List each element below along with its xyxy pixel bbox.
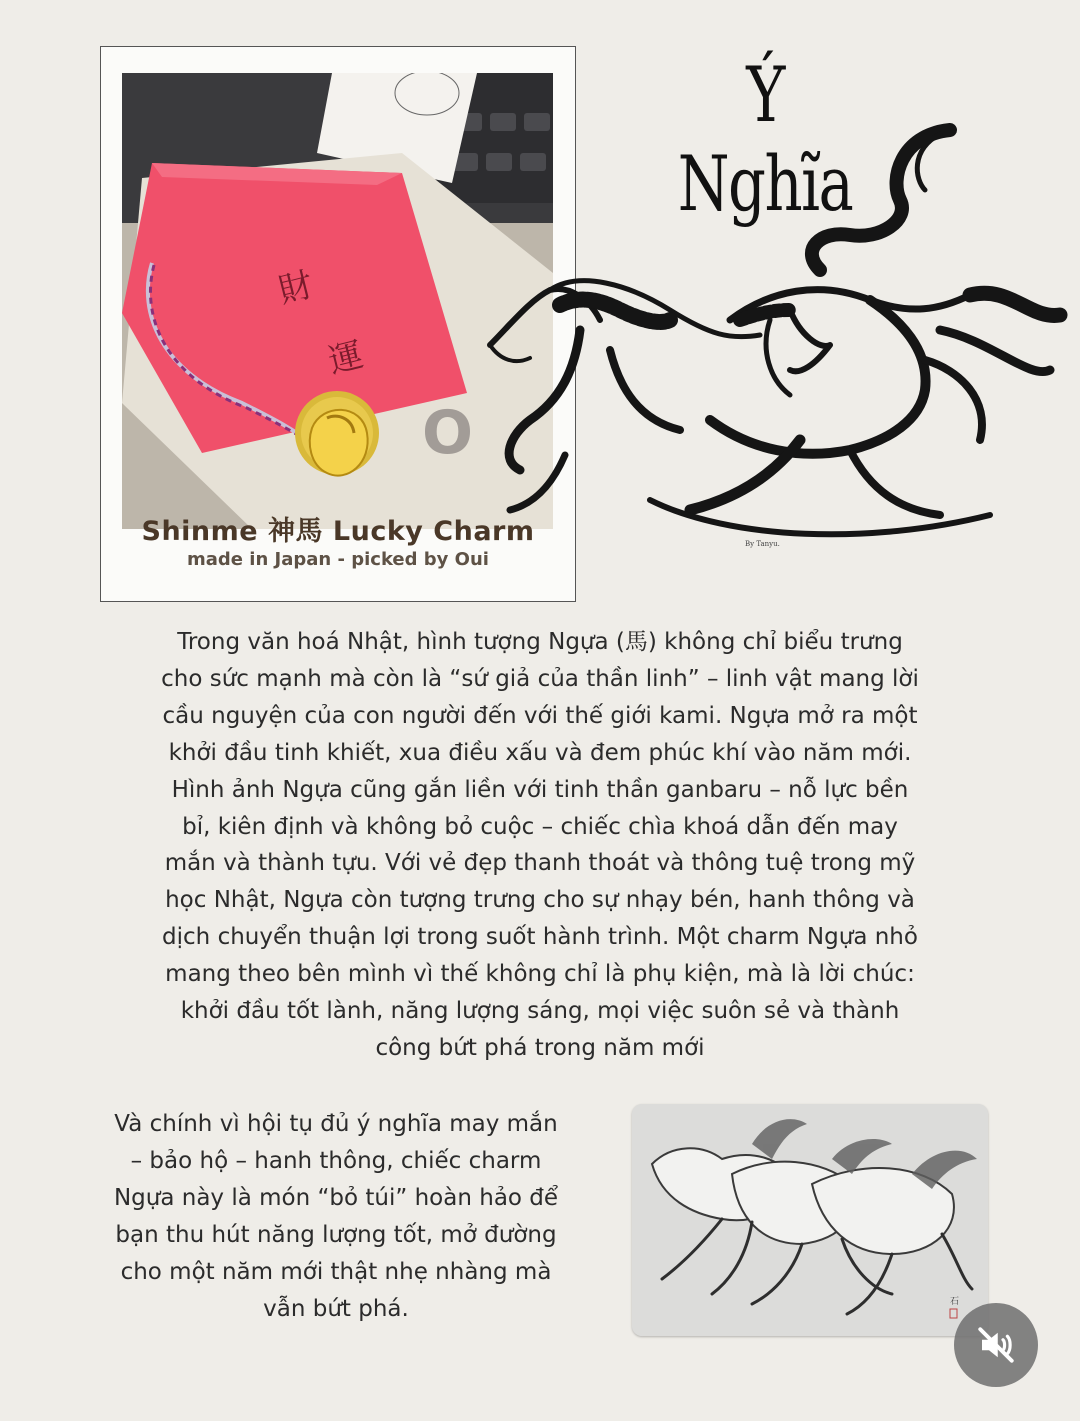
meaning-paragraph bbox=[118, 624, 962, 1067]
svg-text:運: 運 bbox=[324, 334, 368, 382]
paragraph-line: cầu nguyện của con người đến với thế giới kami. Ngựa mở ra một bbox=[162, 702, 918, 729]
mute-button[interactable] bbox=[954, 1303, 1038, 1387]
paragraph-line: cho sức mạnh mà còn là “sứ giả của thần linh” – linh vật mang lời bbox=[161, 665, 919, 692]
paragraph-line: học Nhật, Ngựa còn tượng trưng cho sự nhạy bén, hanh thông và bbox=[165, 887, 915, 914]
paragraph-line: Trong văn hoá Nhật, hình tượng Ngựa (馬) không chỉ biểu trưng bbox=[177, 629, 903, 655]
paragraph-line: Hình ảnh Ngựa cũng gắn liền với tinh thần ganbaru – nỗ lực bền bbox=[171, 776, 909, 803]
paragraph-line: khởi đầu tinh khiết, xua điều xấu và đem phúc khí vào năm mới. bbox=[168, 739, 912, 766]
paragraph-line: khởi đầu tốt lành, năng lượng sáng, mọi việc suôn sẻ và thành bbox=[180, 998, 900, 1025]
paragraph-line: cho một năm mới thật nhẹ nhàng mà bbox=[120, 1258, 552, 1285]
caption-subtitle: made in Japan - picked by Oui bbox=[187, 549, 489, 570]
paragraph-line: bỉ, kiên định và không bỏ cuộc – chiếc chìa khoá dẫn đến may bbox=[182, 813, 898, 840]
page-title: Ý Nghĩa bbox=[677, 50, 853, 228]
paragraph-line: mắn và thành tựu. Với vẻ đẹp thanh thoát và thông tuệ trong mỹ bbox=[164, 850, 916, 877]
illustration-credit: By Tanyu. bbox=[745, 540, 780, 548]
paragraph-line: Và chính vì hội tụ đủ ý nghĩa may mắn bbox=[114, 1111, 558, 1137]
paragraph-line: Ngựa này là món “bỏ túi” hoàn hảo để bbox=[113, 1184, 559, 1211]
ink-horses-illustration bbox=[470, 120, 1070, 560]
closing-paragraph bbox=[86, 1106, 586, 1327]
horse-painting-image bbox=[632, 1104, 988, 1336]
paragraph-line: mang theo bên mình vì thế không chỉ là phụ kiện, mà là lời chúc: bbox=[165, 961, 915, 988]
svg-text:O: O bbox=[422, 398, 474, 468]
speaker-muted-icon bbox=[975, 1324, 1017, 1366]
paragraph-line: công bứt phá trong năm mới bbox=[375, 1034, 705, 1061]
svg-text:財: 財 bbox=[274, 264, 318, 312]
paragraph-line: – bảo hộ – hanh thông, chiếc charm bbox=[130, 1147, 542, 1174]
paragraph-line: dịch chuyển thuận lợi trong suốt hành trình. Một charm Ngựa nhỏ bbox=[162, 924, 918, 951]
paragraph-line: vẫn bứt phá. bbox=[263, 1295, 409, 1322]
caption-title: Shinme 神馬 Lucky Charm bbox=[141, 516, 535, 547]
paragraph-line: bạn thu hút năng lượng tốt, mở đường bbox=[115, 1221, 557, 1248]
svg-text:石: 石 bbox=[950, 1297, 960, 1307]
